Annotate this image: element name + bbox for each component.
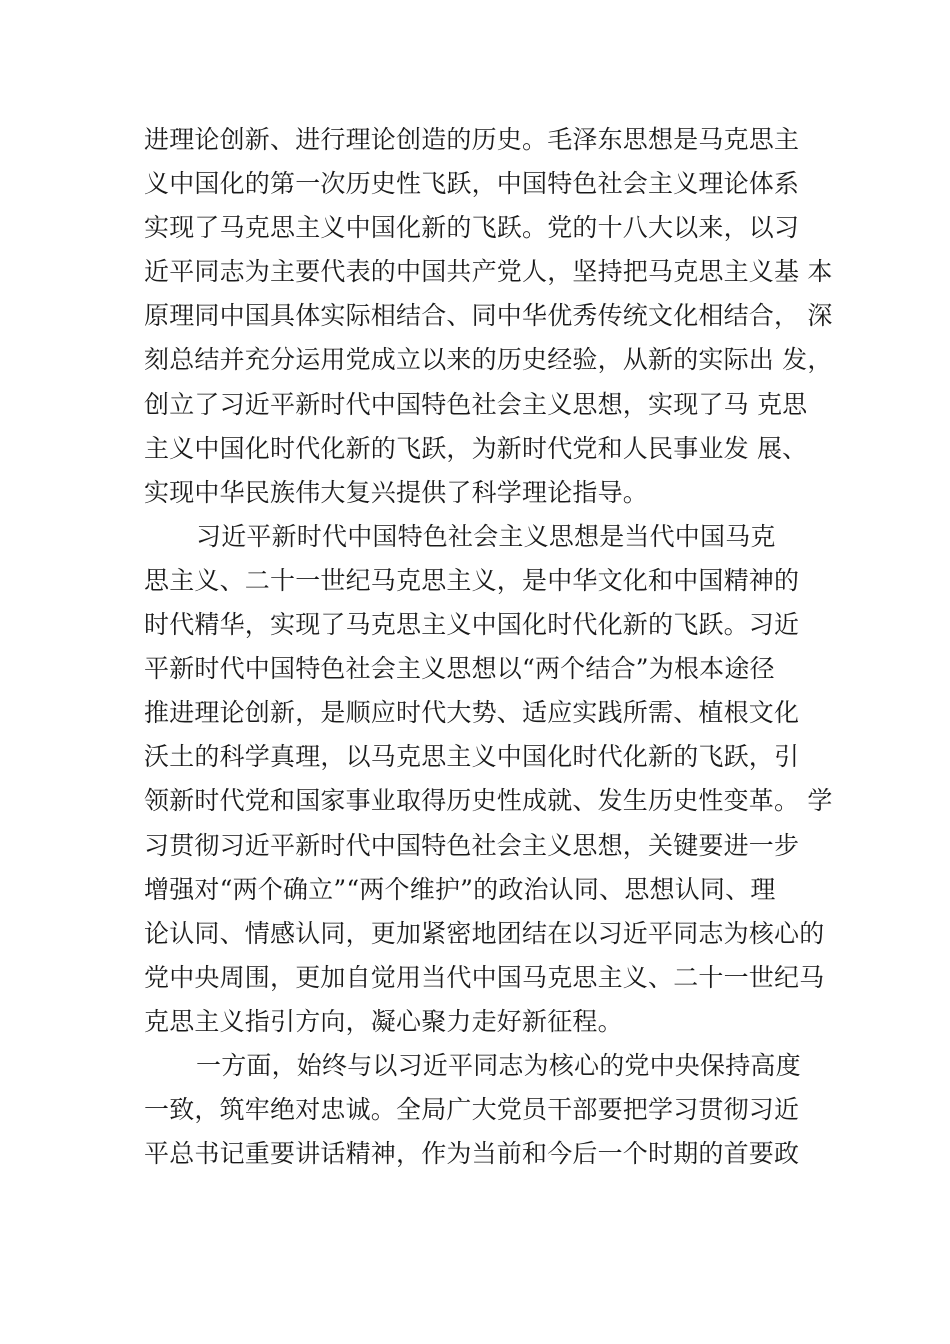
text-line-24: 平总书记重要讲话精神，作为当前和今后一个时期的首要政 bbox=[144, 1139, 800, 1169]
text-line-18: 增强对“两个确立”“两个维护”的政治认同、思想认同、理 bbox=[144, 874, 776, 904]
text-line-7: 创立了习近平新时代中国特色社会主义思想，实现了马 克思 bbox=[144, 389, 808, 419]
text-line-23: 一致，筑牢绝对忠诚。全局广大党员干部要把学习贯彻习近 bbox=[144, 1095, 800, 1125]
text-line-3: 实现了马克思主义中国化新的飞跃。党的十八大以来，以习 bbox=[144, 213, 800, 243]
text-line-20: 党中央周围，更加自觉用当代中国马克思主义、二十一世纪马 bbox=[144, 962, 825, 992]
text-line-11: 思主义、二十一世纪马克思主义，是中华文化和中国精神的 bbox=[144, 565, 800, 595]
text-line-14: 推进理论创新，是顺应时代大势、适应实践所需、植根文化 bbox=[144, 698, 800, 728]
text-line-2: 义中国化的第一次历史性飞跃，中国特色社会主义理论体系 bbox=[144, 169, 800, 199]
text-line-8: 主义中国化时代化新的飞跃，为新时代党和人民事业发 展、 bbox=[144, 433, 808, 463]
text-line-1: 进理论创新、进行理论创造的历史。毛泽东思想是马克思主 bbox=[144, 125, 800, 154]
text-line-21: 克思主义指引方向，凝心聚力走好新征程。 bbox=[144, 1006, 623, 1036]
text-line-22: 一方面，始终与以习近平同志为核心的党中央保持高度 bbox=[196, 1050, 801, 1080]
body-text bbox=[144, 118, 844, 1176]
text-line-9: 实现中华民族伟大复兴提供了科学理论指导。 bbox=[144, 477, 649, 507]
text-line-15: 沃土的科学真理，以马克思主义中国化时代化新的飞跃，引 bbox=[144, 742, 800, 772]
text-line-10: 习近平新时代中国特色社会主义思想是当代中国马克 bbox=[196, 521, 776, 551]
text-line-16: 领新时代党和国家事业取得历史性成就、发生历史性变革。 学 bbox=[144, 786, 833, 816]
text-line-13: 平新时代中国特色社会主义思想以“两个结合”为根本途径 bbox=[144, 654, 775, 684]
text-line-19: 论认同、情感认同，更加紧密地团结在以习近平同志为核心的 bbox=[144, 918, 825, 948]
text-line-6: 刻总结并充分运用党成立以来的历史经验，从新的实际出 发， bbox=[144, 345, 833, 375]
text-line-12: 时代精华，实现了马克思主义中国化时代化新的飞跃。习近 bbox=[144, 610, 800, 640]
text-line-4: 近平同志为主要代表的中国共产党人，坚持把马克思主义基 本 bbox=[144, 257, 833, 287]
text-line-17: 习贯彻习近平新时代中国特色社会主义思想，关键要进一步 bbox=[144, 830, 800, 860]
text-line-5: 原理同中国具体实际相结合、同中华优秀传统文化相结合， 深 bbox=[144, 301, 833, 331]
